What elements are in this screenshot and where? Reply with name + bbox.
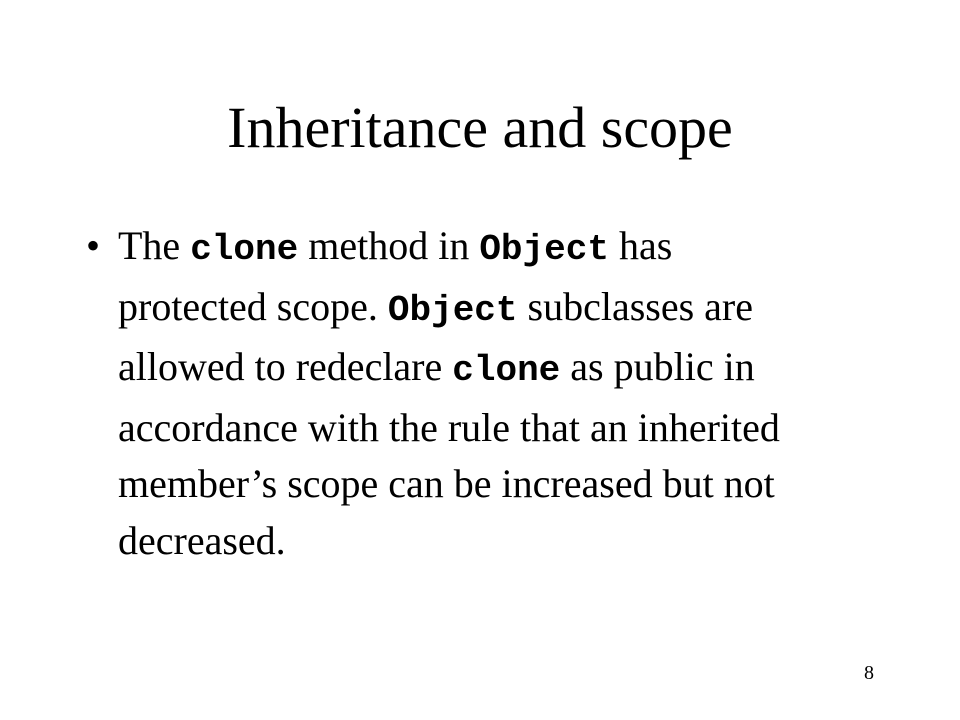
bullet-line-1: [118, 218, 838, 279]
text-run: protected scope.: [118, 283, 388, 329]
text-run: The: [118, 223, 191, 268]
bullet-line-3: [118, 339, 838, 400]
text-run: method in: [298, 223, 480, 268]
code-clone: clone: [190, 229, 299, 270]
code-object: Object: [479, 229, 609, 270]
bullet-line-4: accordance with the rule that an inherited: [118, 404, 780, 450]
page-number: 8: [864, 662, 874, 684]
text-run: subclasses are: [517, 283, 753, 329]
code-object: Object: [387, 289, 518, 331]
bullet-line-6: decreased.: [118, 517, 286, 563]
text-run: allowed to redeclare: [118, 344, 453, 389]
text-run: has: [608, 223, 673, 268]
code-clone: clone: [452, 350, 561, 391]
text-run: as public in: [560, 344, 755, 389]
bullet-paragraph: [118, 218, 838, 569]
bullet-line-2: [118, 279, 838, 340]
slide-title: Inheritance and scope: [227, 95, 733, 160]
bullet-line-5: member’s scope can be increased but not: [118, 461, 775, 506]
bullet-marker: •: [86, 223, 101, 268]
